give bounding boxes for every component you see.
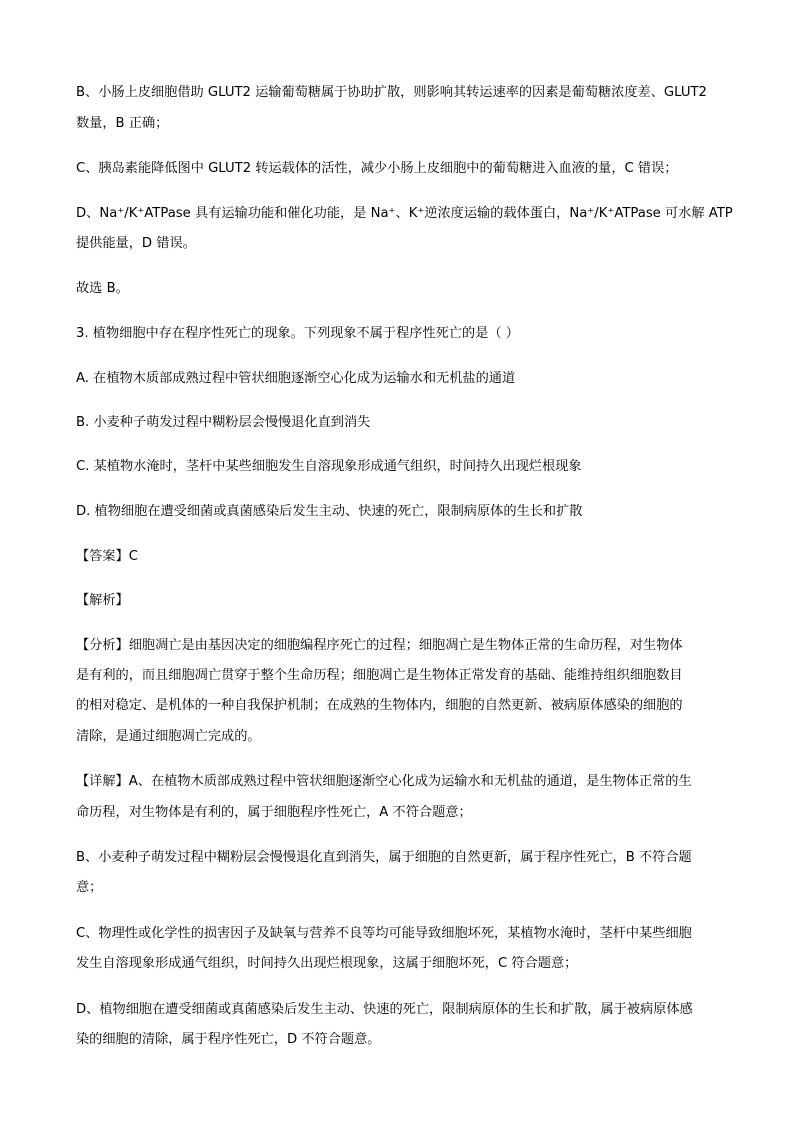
option-b-explanation-line-1: B、小肠上皮细胞借助 GLUT2 运输葡萄糖属于协助扩散，则影响其转运速率的因素是葡萄糖浓度差、GLUT2	[76, 85, 707, 100]
analysis-paragraph-line-3: 的相对稳定、是机体的一种自我保护机制；在成熟的生物体内，细胞的自然更新、被病原体感染的细胞的	[76, 698, 683, 713]
option-b-explanation-line-2: 数量，B 正确；	[76, 116, 169, 131]
detail-c-line-2: 发生自溶现象形成通气组织，时间持久出现烂根现象，这属于细胞坏死，C 符合题意；	[76, 956, 578, 971]
analysis-heading: 【解析】	[76, 593, 129, 608]
detail-b-line-2: 意；	[76, 880, 103, 895]
question-3-stem: 3. 植物细胞中存在程序性死亡的现象。下列现象不属于程序性死亡的是（ ）	[76, 326, 519, 341]
detail-c-line-1: C、物理性或化学性的损害因子及缺氧与营养不良等均可能导致细胞坏死，某植物水淹时，茎杆中某些细胞	[76, 926, 692, 941]
analysis-paragraph-line-1: 【分析】细胞凋亡是由基因决定的细胞编程序死亡的过程；细胞凋亡是生物体正常的生命历程，对生物体	[76, 638, 683, 653]
question-3-option-d: D. 植物细胞在遭受细菌或真菌感染后发生主动、快速的死亡，限制病原体的生长和扩散	[76, 504, 583, 519]
analysis-paragraph-line-2: 是有利的，而且细胞凋亡贯穿于整个生命历程；细胞凋亡是生物体正常发育的基础、能维持组织细胞数目	[76, 668, 683, 683]
option-d-explanation-line-2: 提供能量，D 错误。	[76, 236, 196, 251]
detail-d-line-1: D、植物细胞在遭受细菌或真菌感染后发生主动、快速的死亡，限制病原体的生长和扩散，属于被病原体感	[76, 1002, 693, 1017]
option-c-explanation: C、胰岛素能降低图中 GLUT2 转运载体的活性，减少小肠上皮细胞中的葡萄糖进入血液的量，C 错误；	[76, 161, 678, 176]
analysis-paragraph-line-4: 清除，是通过细胞凋亡完成的。	[76, 729, 261, 744]
detail-a-line-2: 命历程，对生物体是有利的，属于细胞程序性死亡，A 不符合题意；	[76, 805, 472, 820]
detail-b-line-1: B、小麦种子萌发过程中糊粉层会慢慢退化直到消失，属于细胞的自然更新，属于程序性死亡，B 不符合题	[76, 850, 692, 865]
answer-choice-line: 故选 B。	[76, 281, 129, 296]
answer-label: 【答案】C	[76, 549, 138, 564]
question-3-option-c: C. 某植物水淹时，茎杆中某些细胞发生自溶现象形成通气组织，时间持久出现烂根现象	[76, 459, 582, 474]
detail-a-line-1: 【详解】A、在植物木质部成熟过程中管状细胞逐渐空心化成为运输水和无机盐的通道，是生物体正常的生	[76, 774, 692, 789]
detail-d-line-2: 染的细胞的清除，属于程序性死亡，D 不符合题意。	[76, 1032, 381, 1047]
option-d-explanation-line-1: D、Na⁺/K⁺ATPase 具有运输功能和催化功能，是 Na⁺、K⁺逆浓度运输的载体蛋白，Na⁺/K⁺ATPase 可水解 ATP	[76, 206, 733, 221]
question-3-option-a: A. 在植物木质部成熟过程中管状细胞逐渐空心化成为运输水和无机盐的通道	[76, 371, 516, 386]
question-3-option-b: B. 小麦种子萌发过程中糊粉层会慢慢退化直到消失	[76, 415, 371, 430]
